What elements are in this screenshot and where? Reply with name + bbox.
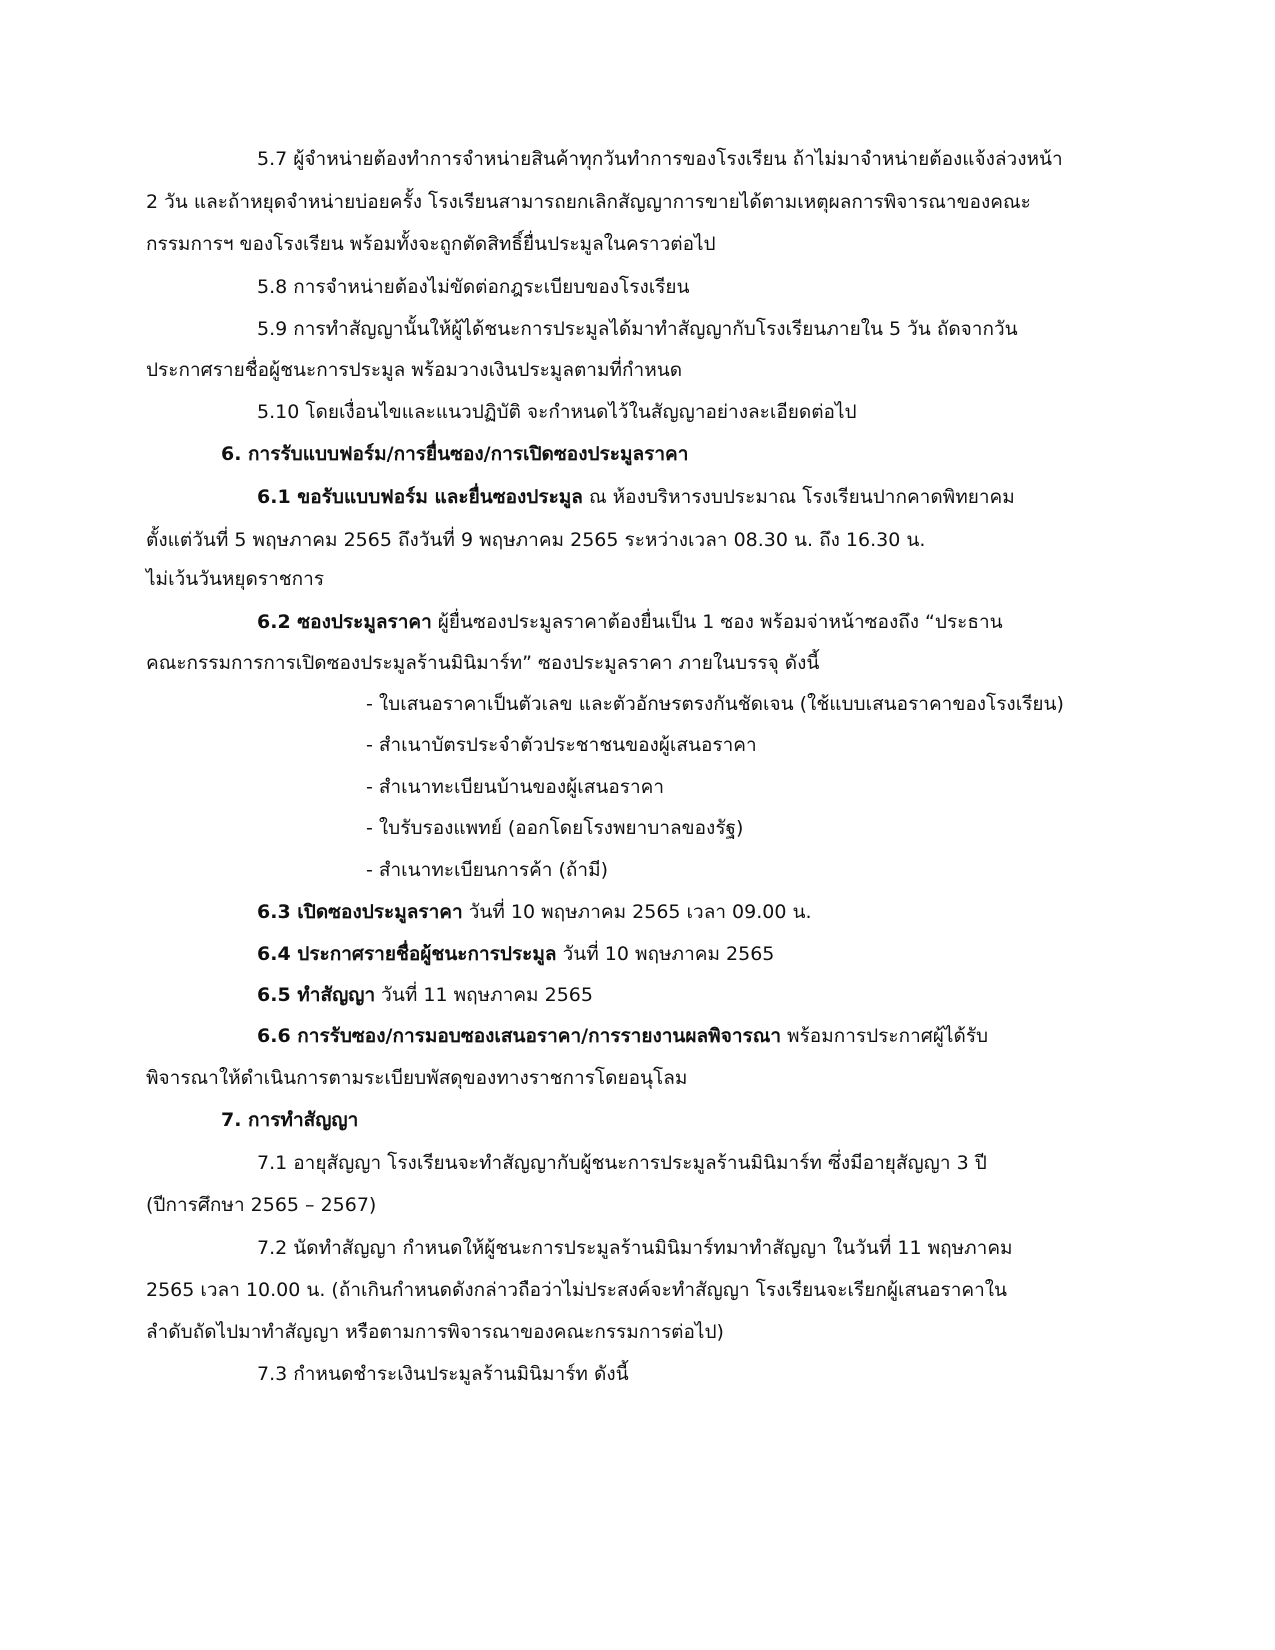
para-6-2-line-1	[257, 609, 1003, 635]
bullet-item: - ใบเสนอราคาเป็นตัวเลข และตัวอักษรตรงกันชัดเจน (ใช้แบบเสนอราคาของโรงเรียน)	[366, 693, 1064, 715]
para-6-3	[257, 899, 812, 925]
para-6-6-text: พร้อมการประกาศผู้ได้รับ	[781, 1025, 989, 1047]
para-7-2-line-1: 7.2 นัดทำสัญญา กำหนดให้ผู้ชนะการประมูลร้านมินิมาร์ทมาทำสัญญา ในวันที่ 11 พฤษภาคม	[257, 1237, 1013, 1259]
para-6-5-title: 6.5 ทำสัญญา	[257, 984, 376, 1006]
para-5-10: 5.10 โดยเงื่อนไขและแนวปฏิบัติ จะกำหนดไว้ในสัญญาอย่างละเอียดต่อไป	[257, 401, 857, 423]
para-6-6-line-2: พิจารณาให้ดำเนินการตามระเบียบพัสดุของทางราชการโดยอนุโลม	[146, 1067, 688, 1089]
para-6-2-text: ผู้ยื่นซองประมูลราคาต้องยื่นเป็น 1 ซอง พร้อมจ่าหน้าซองถึง “ประธาน	[431, 611, 1003, 633]
section-6-heading: 6. การรับแบบฟอร์ม/การยื่นซอง/การเปิดซองประมูลราคา	[221, 443, 689, 465]
para-5-7-line-1: 5.7 ผู้จำหน่ายต้องทำการจำหน่ายสินค้าทุกวันทำการของโรงเรียน ถ้าไม่มาจำหน่ายต้องแจ้งล่วงหน้า	[257, 148, 1063, 170]
para-6-1-title: 6.1 ขอรับแบบฟอร์ม และยื่นซองประมูล	[257, 486, 583, 508]
para-5-7-line-2: 2 วัน และถ้าหยุดจำหน่ายบ่อยครั้ง โรงเรียนสามารถยกเลิกสัญญาการขายได้ตามเหตุผลการพิจารณาของคณะ	[146, 191, 1031, 213]
bullet-item: - สำเนาทะเบียนการค้า (ถ้ามี)	[366, 859, 609, 881]
para-7-1-line-1: 7.1 อายุสัญญา โรงเรียนจะทำสัญญากับผู้ชนะการประมูลร้านมินิมาร์ท ซึ่งมีอายุสัญญา 3 ปี	[257, 1152, 987, 1174]
para-7-2-line-2: 2565 เวลา 10.00 น. (ถ้าเกินกำหนดดังกล่าวถือว่าไม่ประสงค์จะทำสัญญา โรงเรียนจะเรียกผู้เสนอราคาใน	[146, 1279, 1008, 1301]
bullet-item: - สำเนาทะเบียนบ้านของผู้เสนอราคา	[366, 776, 664, 798]
para-6-1-line-1	[257, 484, 1015, 510]
bullet-item: - สำเนาบัตรประจำตัวประชาชนของผู้เสนอราคา	[366, 734, 757, 756]
para-7-3: 7.3 กำหนดชำระเงินประมูลร้านมินิมาร์ท ดังนี้	[257, 1363, 629, 1385]
bullet-item: - ใบรับรองแพทย์ (ออกโดยโรงพยาบาลของรัฐ)	[366, 817, 744, 839]
para-6-4	[257, 941, 774, 967]
para-6-2-title: 6.2 ซองประมูลราคา	[257, 611, 432, 633]
para-6-4-title: 6.4 ประกาศรายชื่อผู้ชนะการประมูล	[257, 943, 557, 965]
para-7-2-line-3: ลำดับถัดไปมาทำสัญญา หรือตามการพิจารณาของคณะกรรมการต่อไป)	[146, 1321, 724, 1343]
para-7-1-line-2: (ปีการศึกษา 2565 – 2567)	[146, 1194, 377, 1216]
para-6-5	[257, 982, 593, 1008]
para-6-1-line-2: ตั้งแต่วันที่ 5 พฤษภาคม 2565 ถึงวันที่ 9 พฤษภาคม 2565 ระหว่างเวลา 08.30 น. ถึง 16.30 น.	[146, 529, 926, 551]
section-7-heading: 7. การทำสัญญา	[221, 1109, 359, 1131]
para-6-6-line-1	[257, 1023, 988, 1049]
para-5-9-line-1: 5.9 การทำสัญญานั้นให้ผู้ได้ชนะการประมูลได้มาทำสัญญากับโรงเรียนภายใน 5 วัน ถัดจากวัน	[257, 318, 1018, 340]
para-6-3-title: 6.3 เปิดซองประมูลราคา	[257, 901, 463, 923]
para-6-5-text: วันที่ 11 พฤษภาคม 2565	[375, 984, 593, 1006]
para-5-9-line-2: ประกาศรายชื่อผู้ชนะการประมูล พร้อมวางเงินประมูลตามที่กำหนด	[146, 359, 683, 381]
para-6-2-line-2: คณะกรรมการการเปิดซองประมูลร้านมินิมาร์ท” ซองประมูลราคา ภายในบรรจุ ดังนี้	[146, 652, 820, 674]
para-6-1-line-3: ไม่เว้นวันหยุดราชการ	[146, 568, 325, 590]
para-6-1-text: ณ ห้องบริหารงบประมาณ โรงเรียนปากคาดพิทยาคม	[582, 486, 1015, 508]
para-5-8: 5.8 การจำหน่ายต้องไม่ขัดต่อกฎระเบียบของโรงเรียน	[257, 276, 690, 298]
para-6-6-title: 6.6 การรับซอง/การมอบซองเสนอราคา/การรายงานผลพิจารณา	[257, 1025, 782, 1047]
para-5-7-line-3: กรรมการฯ ของโรงเรียน พร้อมทั้งจะถูกตัดสิทธิ์ยื่นประมูลในคราวต่อไป	[146, 233, 716, 255]
para-6-4-text: วันที่ 10 พฤษภาคม 2565	[556, 943, 775, 965]
para-6-3-text: วันที่ 10 พฤษภาคม 2565 เวลา 09.00 น.	[462, 901, 812, 923]
